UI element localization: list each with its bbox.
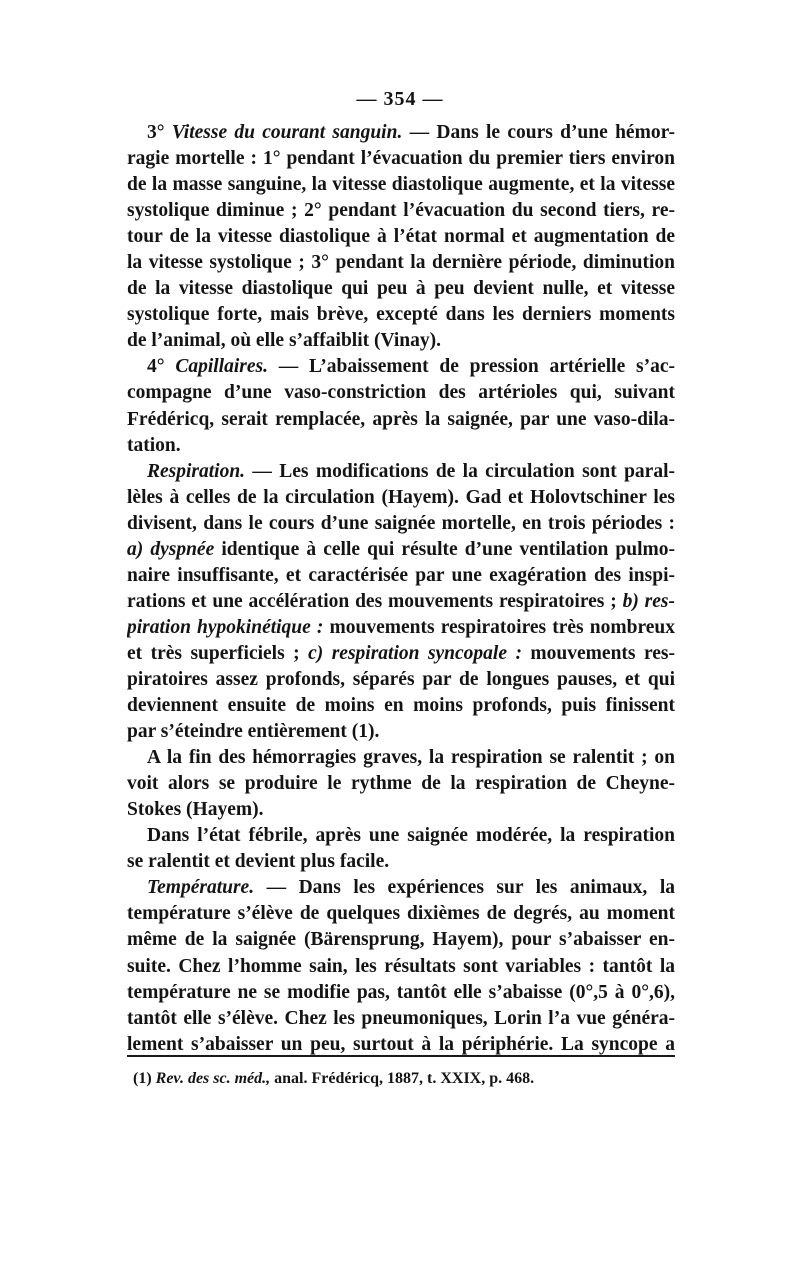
text-line: par s’éteindre entièrement (1).: [127, 721, 380, 743]
text-line: de la vitesse diastolique qui peu à peu devient nulle, et vitesse: [127, 278, 675, 300]
text-line: suite. Chez l’homme sain, les résultats sont variables : tantôt la: [127, 955, 675, 977]
text-line: la vitesse systolique ; 3° pendant la dernière période, diminution: [127, 252, 675, 274]
text-line: 3° Vitesse du courant sanguin. — Dans le cours d’une hémor-: [147, 122, 675, 143]
text-line: Respiration. — Les modifications de la circulation sont paral-: [147, 460, 675, 482]
text-line: tantôt elle s’élève. Chez les pneumoniques, Lorin l’a vue généra-: [127, 1007, 675, 1029]
text-line: systolique forte, mais brève, excepté dans les derniers moments: [127, 304, 675, 326]
text-line: deviennent ensuite de moins en moins profonds, puis finissent: [127, 695, 675, 717]
text-line: systolique diminue ; 2° pendant l’évacuation du second tiers, re-: [127, 200, 675, 222]
text-line: naire insuffisante, et caractérisée par une exagération des inspi-: [127, 564, 675, 586]
text-line: ragie mortelle : 1° pendant l’évacuation du premier tiers environ: [127, 148, 675, 170]
text-line: piratoires assez profonds, séparés par de longues pauses, et qui: [127, 668, 675, 690]
footnote: (1) Rev. des sc. méd., anal. Frédéricq, 1887, t. XXIX, p. 468.: [133, 1070, 535, 1087]
text-line: tour de la vitesse diastolique à l’état normal et augmentation de: [127, 226, 675, 248]
text-line: A la fin des hémorragies graves, la respiration se ralentit ; on: [147, 747, 675, 769]
text-line: Température. — Dans les expériences sur les animaux, la: [147, 877, 675, 899]
text-line: de la masse sanguine, la vitesse diastolique augmente, et la vitesse: [127, 174, 675, 196]
text-line: Stokes (Hayem).: [127, 799, 264, 821]
text-line: température s’élève de quelques dixièmes de degrés, au moment: [127, 903, 675, 925]
text-line: se ralentit et devient plus facile.: [127, 851, 390, 873]
text-line: Frédéricq, serait remplacée, après la saignée, par une vaso-dila-: [127, 408, 675, 430]
text-line: de l’animal, où elle s’affaiblit (Vinay).: [127, 330, 441, 352]
text-line: même de la saignée (Bärensprung, Hayem), pour s’abaisser en-: [127, 929, 675, 951]
text-line: lement s’abaisser un peu, surtout à la périphérie. La syncope a: [127, 1033, 675, 1055]
text-line: divisent, dans le cours d’une saignée mortelle, en trois périodes :: [127, 512, 675, 534]
text-line: lèles à celles de la circulation (Hayem). Gad et Holovtschiner les: [127, 486, 675, 508]
text-line: compagne d’une vaso-constriction des artérioles qui, suivant: [127, 382, 675, 404]
text-line: tation.: [127, 434, 181, 456]
text-line: rations et une accélération des mouvements respiratoires ; b) res-: [127, 590, 675, 612]
text-line: température ne se modifie pas, tantôt elle s’abaisse (0°,5 à 0°,6),: [127, 981, 675, 1003]
text-line: Dans l’état fébrile, après une saignée modérée, la respiration: [147, 825, 675, 847]
text-line: et très superficiels ; c) respiration syncopale : mouvements res-: [127, 642, 675, 664]
text-line: voit alors se produire le rythme de la respiration de Cheyne-: [127, 773, 675, 795]
footnote-divider: [127, 1055, 675, 1057]
page-number: — 354 —: [356, 88, 444, 110]
text-line: a) dyspnée identique à celle qui résulte d’une ventilation pulmo-: [127, 538, 675, 560]
text-line: piration hypokinétique : mouvements respiratoires très nombreux: [127, 616, 675, 638]
text-line: 4° Capillaires. — L’abaissement de pression artérielle s’ac-: [147, 356, 675, 378]
body-text: [127, 120, 675, 1058]
